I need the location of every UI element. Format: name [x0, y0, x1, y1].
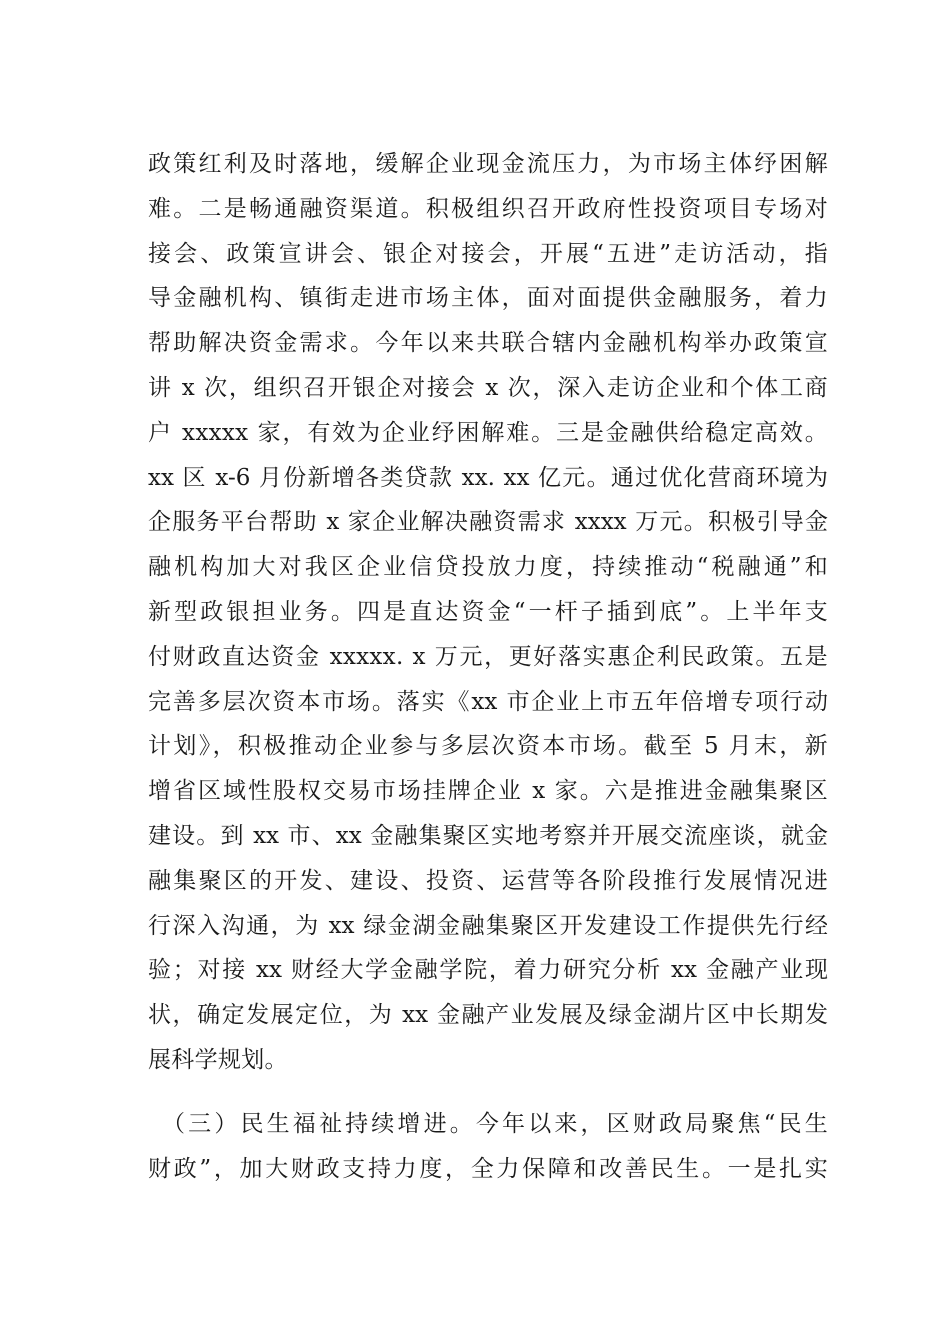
text-line: 增省区域性股权交易市场挂牌企业 x 家。六是推进金融集聚区: [148, 778, 828, 805]
text-line: 导金融机构、镇街走进市场主体，面对面提供金融服务，着力: [148, 285, 828, 312]
text-line: 新型政银担业务。四是直达资金“一杆子插到底”。上半年支: [148, 598, 828, 625]
section-heading-line: （三）民生福祉持续增进。今年以来，区财政局聚焦“民生: [162, 1110, 828, 1137]
text-line: xx 区 x-6 月份新增各类贷款 xx. xx 亿元。通过优化营商环境为: [148, 464, 828, 491]
text-line: 验；对接 xx 财经大学金融学院，着力研究分析 xx 金融产业现: [148, 957, 828, 984]
paragraph-gap: [148, 1083, 828, 1102]
text-line: 财政”，加大财政支持力度，全力保障和改善民生。一是扎实: [148, 1155, 828, 1182]
text-line: 政策红利及时落地，缓解企业现金流压力，为市场主体纾困解: [148, 151, 828, 177]
text-line: 展科学规划。: [148, 1046, 288, 1073]
text-line: 计划》，积极推动企业参与多层次资本市场。截至 5 月末，新: [148, 733, 828, 760]
text-line: 帮助解决资金需求。今年以来共联合辖内金融机构举办政策宣: [148, 330, 828, 357]
text-line: 状，确定发展定位，为 xx 金融产业发展及绿金湖片区中长期发: [148, 1002, 828, 1029]
text-line: 完善多层次资本市场。落实《xx 市企业上市五年倍增专项行动: [148, 688, 828, 715]
paragraph: [148, 142, 828, 1083]
text-line: 融机构加大对我区企业信贷投放力度，持续推动“税融通”和: [148, 554, 828, 581]
text-line: 讲 x 次，组织召开银企对接会 x 次，深入走访企业和个体工商: [148, 374, 828, 401]
document-body: [148, 142, 828, 1191]
text-line: 付财政直达资金 xxxxx. x 万元，更好落实惠企利民政策。五是: [148, 643, 828, 670]
text-line: 企服务平台帮助 x 家企业解决融资需求 xxxx 万元。积极引导金: [148, 509, 828, 536]
text-line: 难。二是畅通融资渠道。积极组织召开政府性投资项目专场对: [148, 195, 828, 222]
text-line: 户 xxxxx 家，有效为企业纾困解难。三是金融供给稳定高效。: [148, 419, 828, 446]
text-line: 建设。到 xx 市、xx 金融集聚区实地考察并开展交流座谈，就金: [148, 822, 828, 849]
text-line: 融集聚区的开发、建设、投资、运营等各阶段推行发展情况进: [148, 867, 828, 894]
text-line: 行深入沟通，为 xx 绿金湖金融集聚区开发建设工作提供先行经: [148, 912, 828, 939]
paragraph: [148, 1102, 828, 1192]
text-line: 接会、政策宣讲会、银企对接会，开展“五进”走访活动，指: [148, 240, 828, 267]
